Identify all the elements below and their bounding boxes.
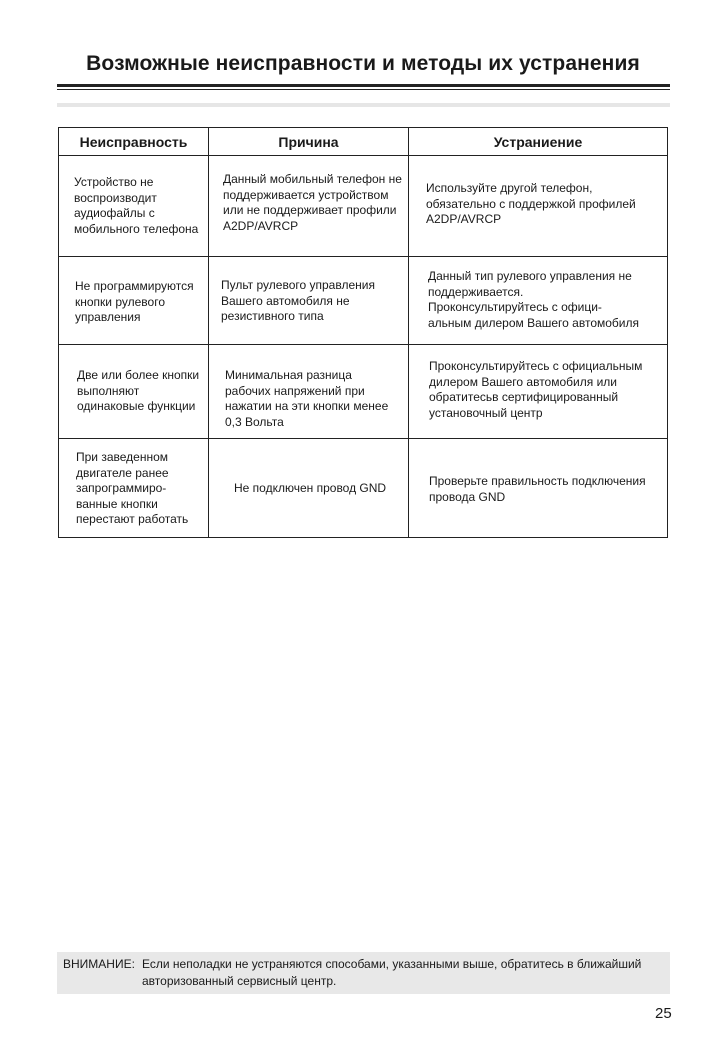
page-title: Возможные неисправности и методы их устранения — [86, 52, 640, 75]
cause-text: Не подключен провод GND — [234, 481, 387, 495]
warning-notice — [57, 952, 670, 994]
solution-text: Проконсультируйтесь с официальным дилером Вашего автомобиля или обратитесьв сертифицированный установочный центр — [429, 359, 643, 420]
problem-text: Две или более кнопки выполняют одинаковые функции — [77, 368, 200, 413]
solution-text: Данный тип рулевого управления не поддерживается. Проконсультируйтесь с офици- альным дилером Вашего автомобиля — [428, 269, 639, 330]
solution-cell — [409, 156, 668, 257]
cause-cell — [209, 257, 409, 345]
problem-text: Не программируются кнопки рулевого управления — [75, 279, 194, 324]
problem-text: Устройство не воспроизводит аудиофайлы с мобильного телефона — [74, 175, 199, 236]
solution-cell — [409, 257, 668, 345]
solution-text: Используйте другой телефон, обязательно с поддержкой профилей A2DP/AVRCP — [426, 181, 636, 226]
troubleshooting-table — [58, 127, 668, 538]
cause-text: Пульт рулевого управления Вашего автомобиля не резистивного типа — [221, 278, 375, 323]
cause-cell — [209, 439, 409, 538]
title-rule-gray — [57, 103, 670, 107]
notice-label: ВНИМАНИЕ: — [63, 957, 135, 971]
header-problem: Неисправность — [59, 128, 209, 156]
table-row — [59, 257, 668, 345]
table-header-row — [59, 128, 668, 156]
cause-cell — [209, 156, 409, 257]
notice-text: Если неполадки не устраняются способами, указанными выше, обратитесь в ближайший авторизованный сервисный центр. — [142, 957, 642, 988]
solution-cell — [409, 345, 668, 439]
page-number: 25 — [655, 1005, 672, 1022]
cause-cell — [209, 345, 409, 439]
solution-text: Проверьте правильность подключения провода GND — [429, 474, 646, 504]
cause-text: Минимальная разница рабочих напряжений при нажатии на эти кнопки менее 0,3 Вольта — [225, 368, 389, 429]
header-cause: Причина — [209, 128, 409, 156]
table-row — [59, 156, 668, 257]
cause-text: Данный мобильный телефон не поддерживается устройством или не поддерживает профили A2DP/AVRCP — [223, 172, 402, 233]
problem-cell — [59, 345, 209, 439]
title-rule-thin — [57, 89, 670, 90]
title-rule-thick — [57, 84, 670, 87]
table-row — [59, 439, 668, 538]
problem-cell — [59, 439, 209, 538]
problem-text: При заведенном двигателе ранее запрограммиро-ванные кнопки перестают работать — [76, 450, 189, 526]
solution-cell — [409, 439, 668, 538]
problem-cell — [59, 257, 209, 345]
problem-cell — [59, 156, 209, 257]
table-row — [59, 345, 668, 439]
header-solution: Устраниение — [409, 128, 668, 156]
